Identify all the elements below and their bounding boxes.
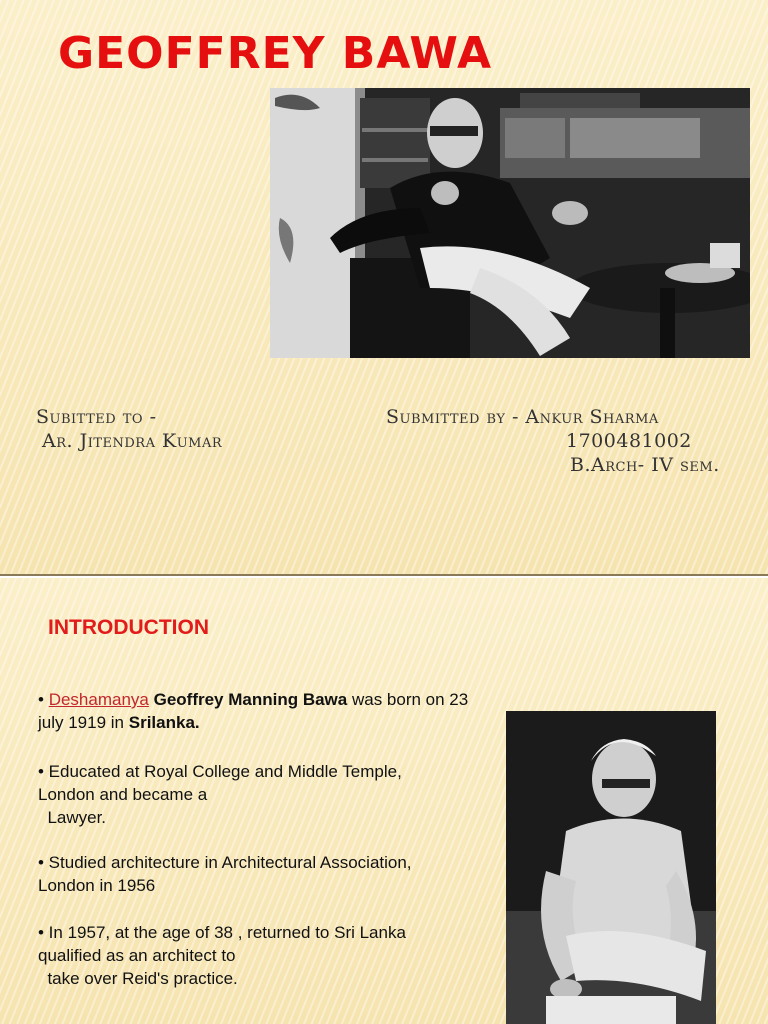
text-line: Lawyer. (38, 808, 107, 827)
submitted-to-label: Subitted to - (36, 406, 157, 428)
text-line: • In 1957, at the age of 38 , returned to Sri Lanka (38, 923, 406, 942)
text-line: London and became a (38, 785, 208, 804)
deshamanya-link[interactable]: Deshamanya (48, 690, 149, 709)
bawa-portrait-photo (506, 711, 716, 1024)
paragraph-birth (38, 688, 488, 734)
paragraph-education (38, 760, 488, 829)
full-name: Geoffrey Manning Bawa (153, 690, 348, 709)
submitted-to-name: Ar. Jitendra Kumar (42, 430, 223, 452)
text-line: • Educated at Royal College and Middle Temple, (38, 762, 402, 781)
birth-place: Srilanka. (128, 713, 200, 732)
text-line: • Studied architecture in Architectural Association, (38, 853, 412, 872)
course: B.Arch- IV sem. (570, 454, 720, 476)
paragraph-architecture (38, 851, 488, 897)
text-line: take over Reid's practice. (38, 969, 238, 988)
bullet: • (38, 690, 44, 709)
slide-heading: INTRODUCTION (48, 616, 209, 639)
submitted-by-label: Submitted by - Ankur Sharma (386, 406, 659, 428)
introduction-slide (0, 578, 768, 1024)
birth-text: was born on 23 july 1919 in (38, 690, 469, 732)
paragraph-return (38, 921, 488, 990)
text-line: London in 1956 (38, 876, 156, 895)
bawa-seated-photo (270, 88, 750, 358)
roll-number: 1700481002 (566, 430, 692, 452)
slide-title: GEOFFREY BAWA (58, 28, 493, 79)
text-line: qualified as an architect to (38, 946, 236, 965)
